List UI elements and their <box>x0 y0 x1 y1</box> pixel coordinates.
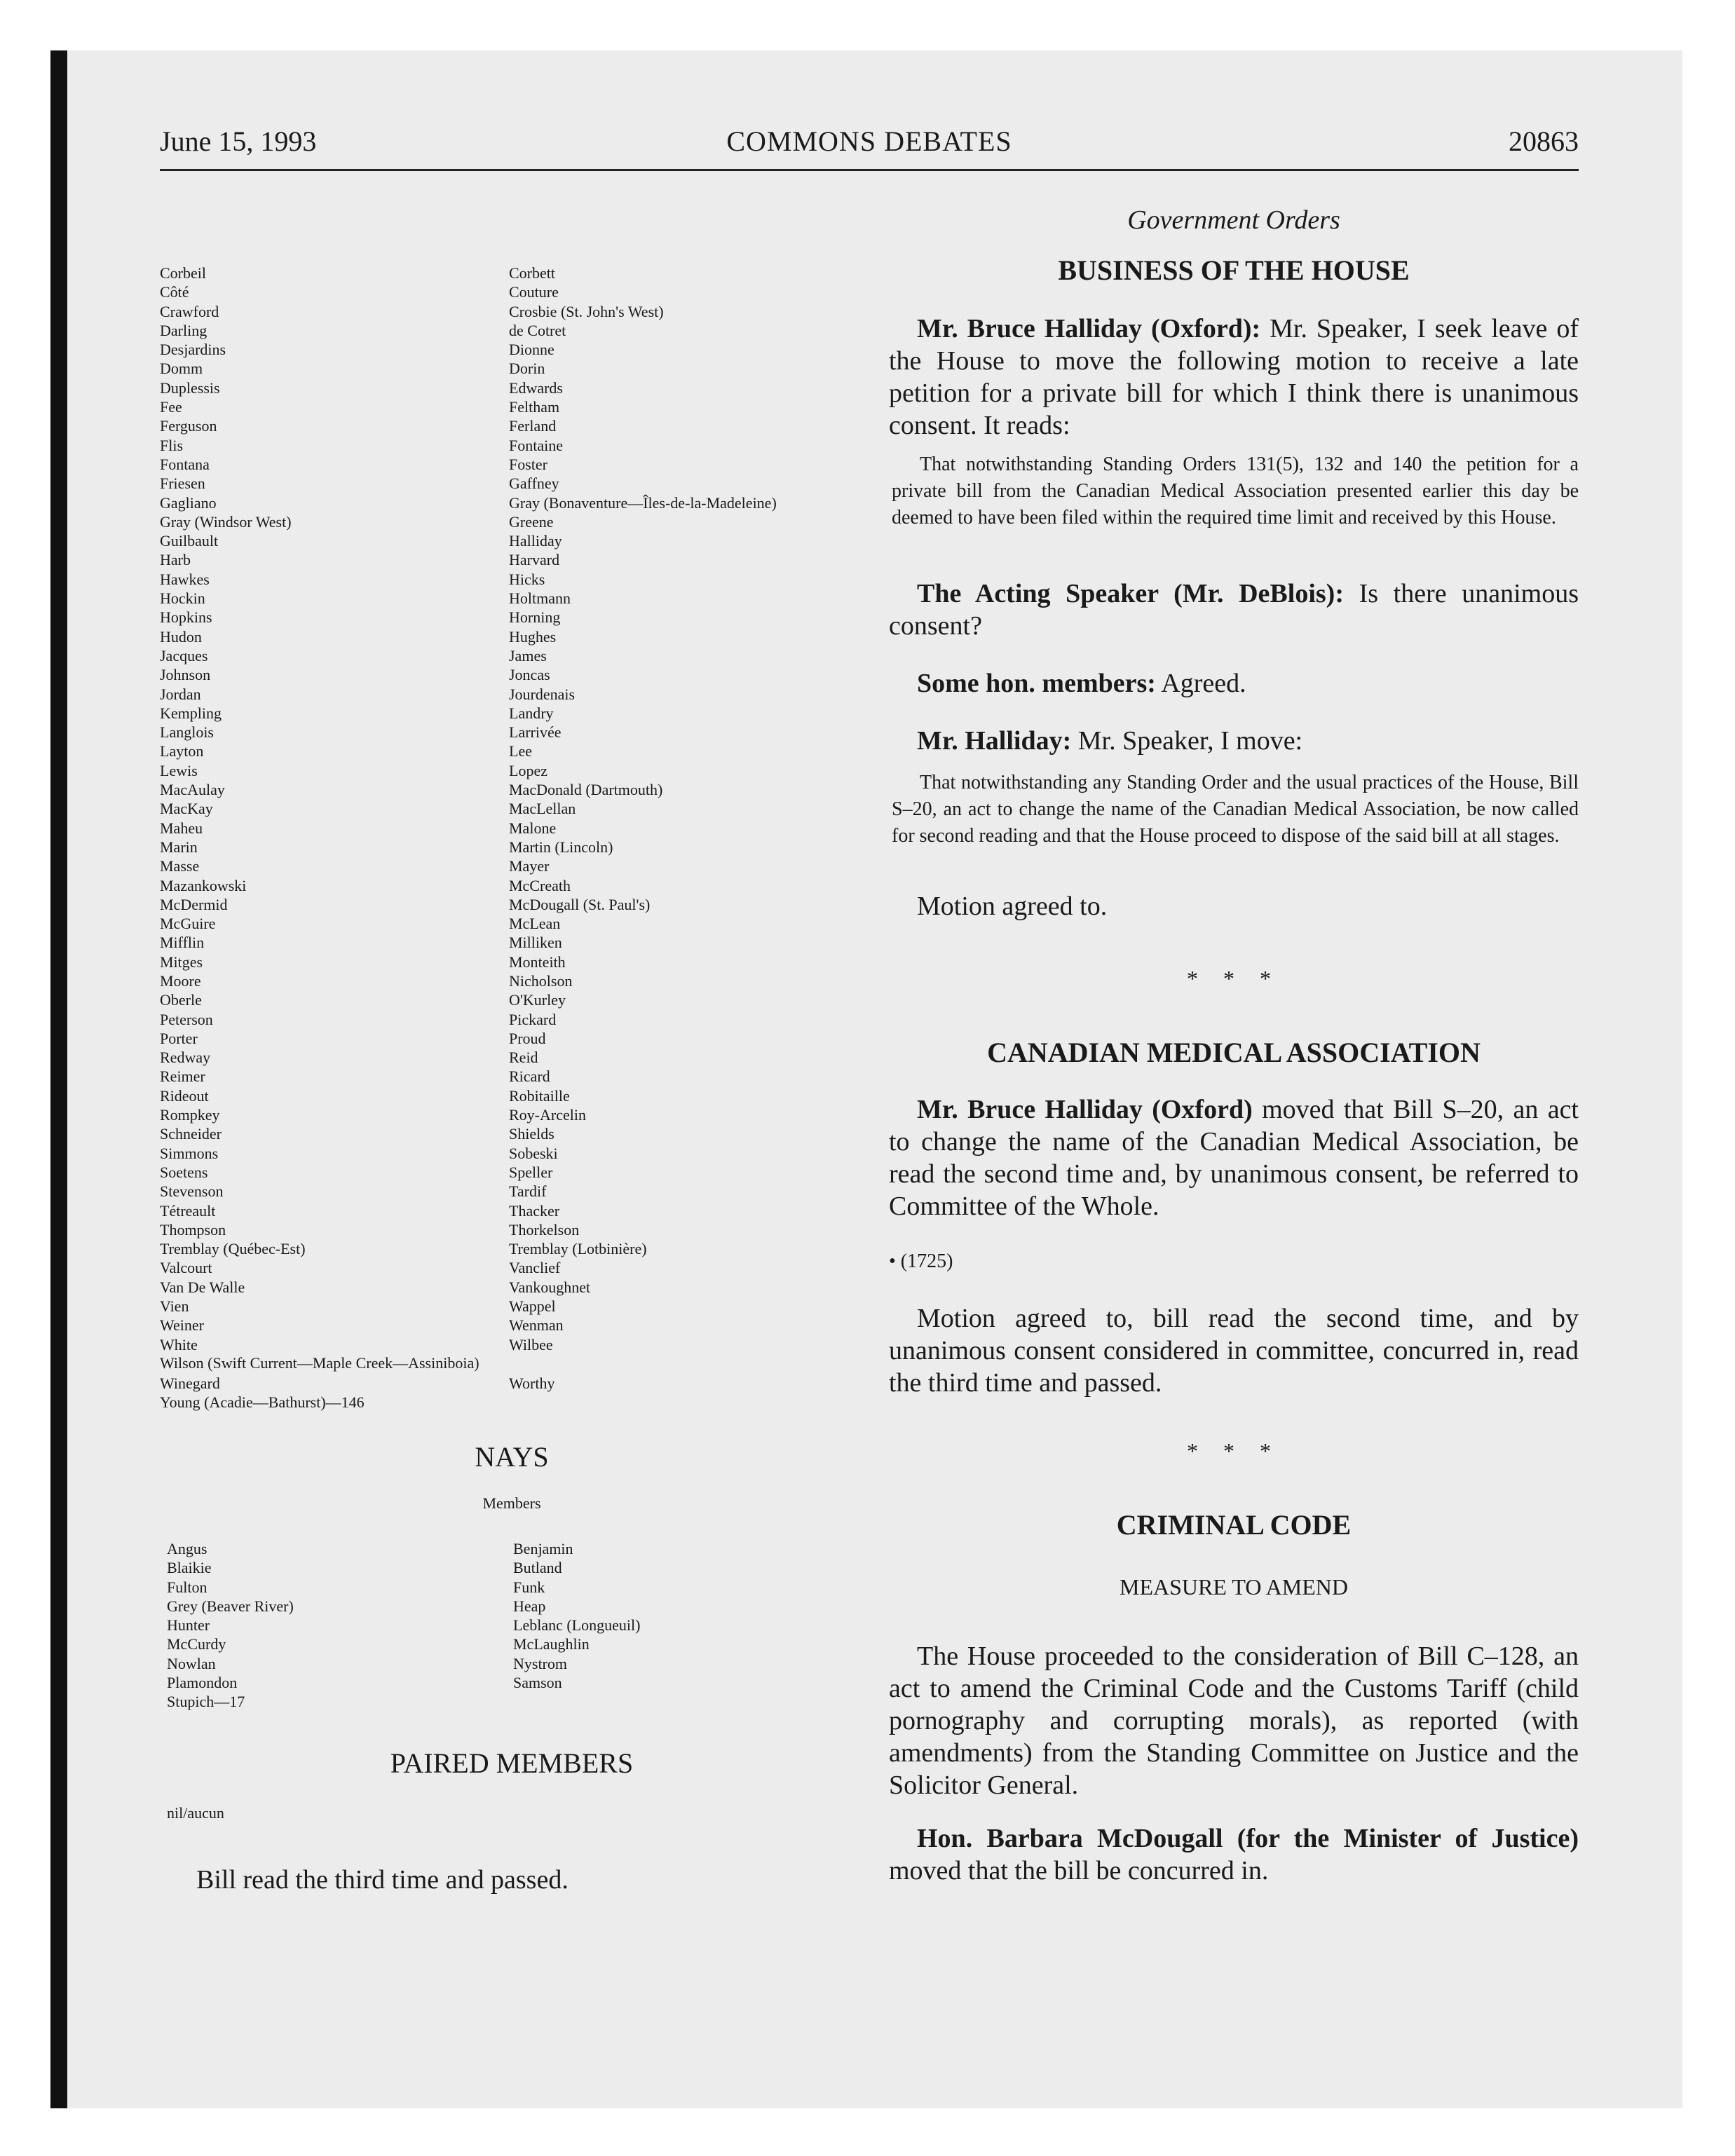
member-name: Foster <box>509 455 547 473</box>
nays-heading: NAYS <box>475 1441 549 1473</box>
yeas-wilson: Wilson (Swift Current—Maple Creek—Assiniboia) <box>160 1354 479 1372</box>
member-name: Desjardins <box>160 341 226 359</box>
member-name: Worthy <box>509 1374 555 1392</box>
member-name: Corbett <box>509 264 555 282</box>
paired-value: nil/aucun <box>167 1804 224 1822</box>
member-name: McCurdy <box>167 1635 226 1653</box>
member-name: Harb <box>160 551 191 569</box>
scan-edge-bar <box>50 50 67 2108</box>
paragraph-5 <box>889 890 1579 922</box>
member-name: Domm <box>160 360 203 378</box>
header-page-number: 20863 <box>1509 125 1579 157</box>
member-name: Horning <box>509 608 561 627</box>
member-name: Speller <box>509 1163 553 1181</box>
business-heading: BUSINESS OF THE HOUSE <box>1058 254 1410 286</box>
member-name: McGuire <box>160 915 216 933</box>
member-name: de Cotret <box>509 321 566 339</box>
member-name: Hawkes <box>160 570 210 588</box>
member-name: Soetens <box>160 1163 208 1181</box>
member-name: Halliday <box>509 532 562 550</box>
member-name: Wenman <box>509 1316 564 1335</box>
speech-text: moved that the bill be concurred in. <box>889 1856 1269 1885</box>
member-name: Van De Walle <box>160 1278 245 1296</box>
member-name: Nystrom <box>513 1654 567 1672</box>
paragraph-3 <box>889 667 1579 700</box>
member-name: Thacker <box>509 1201 560 1220</box>
separator-stars: * * * <box>1187 966 1281 991</box>
member-name: Lopez <box>509 761 547 779</box>
member-name: McDougall (St. Paul's) <box>509 895 651 913</box>
member-name: MacAulay <box>160 781 225 799</box>
cma-heading: CANADIAN MEDICAL ASSOCIATION <box>987 1037 1481 1068</box>
member-name: Fulton <box>167 1578 207 1596</box>
member-name: Guilbault <box>160 532 219 550</box>
member-name: Wappel <box>509 1297 556 1316</box>
member-name: Langlois <box>160 723 214 742</box>
member-name: Mifflin <box>160 934 205 952</box>
paragraph-2 <box>889 578 1579 642</box>
cma-heading-block <box>889 1036 1579 1069</box>
left-closing-line: Bill read the third time and passed. <box>196 1865 569 1895</box>
member-name: Corbeil <box>160 264 206 282</box>
government-orders-label: Government Orders <box>1127 205 1340 235</box>
member-name: Tremblay (Lotbinière) <box>509 1240 647 1258</box>
member-name: Friesen <box>160 475 205 493</box>
member-name: Blaikie <box>167 1559 212 1577</box>
member-name: Moore <box>160 971 201 990</box>
member-name: Gray (Bonaventure—Îles-de-la-Madeleine) <box>509 493 777 512</box>
member-name: Dorin <box>509 360 545 378</box>
member-name: Couture <box>509 283 559 301</box>
criminal-subheading: MEASURE TO AMEND <box>1120 1574 1348 1599</box>
member-name: Winegard <box>160 1374 220 1392</box>
member-name: Reid <box>509 1049 538 1067</box>
member-name: McLaughlin <box>513 1635 590 1653</box>
member-name: Holtmann <box>509 589 571 608</box>
member-name: Maheu <box>160 819 203 837</box>
member-name: Benjamin <box>513 1540 573 1557</box>
member-name: Larrivée <box>509 723 562 742</box>
header-date: June 15, 1993 <box>160 125 317 157</box>
separator-2 <box>889 1438 1579 1464</box>
yeas-list-col2-end <box>509 1374 554 1393</box>
quoted-motion: That notwithstanding Standing Orders 131(5), 132 and 140 the petition for a private bill from the Canadian Medical Association presented earlier this day be deemed to have been filed within the required time limit and received by this House. <box>892 453 1579 528</box>
paragraph-6 <box>889 1093 1579 1222</box>
member-name: Milliken <box>509 934 562 952</box>
member-name: Thompson <box>160 1220 226 1239</box>
criminal-heading: CRIMINAL CODE <box>1116 1509 1352 1541</box>
member-name: Ferland <box>509 417 557 435</box>
quoted-motion: That notwithstanding any Standing Order and the usual practices of the House, Bill S–20, an act to change the name of the Canadian Medical Association, be now called for second reading and that the House proceed to dispose of the said bill at all stages. <box>892 772 1579 847</box>
paragraph-1 <box>889 313 1579 442</box>
separator-1 <box>889 966 1579 992</box>
member-name: McDermid <box>160 895 228 913</box>
paragraph-4 <box>889 725 1579 757</box>
header-rule <box>160 169 1579 171</box>
member-name: Roy-Arcelin <box>509 1106 586 1124</box>
member-name: McCreath <box>509 876 571 894</box>
consideration-text: The House proceeded to the consideration of Bill C–128, an act to amend the Criminal Code and the Customs Tariff (child pornography and corrupting morals), as reported (with amendments) from the Standing Committee on Justice and the Solicitor General. <box>889 1642 1579 1800</box>
member-name: Vien <box>160 1297 189 1316</box>
member-name: Rideout <box>160 1086 209 1105</box>
member-name: Hicks <box>509 570 545 588</box>
member-name: Shields <box>509 1125 554 1143</box>
member-name: Weiner <box>160 1316 204 1335</box>
member-name: Oberle <box>160 991 202 1009</box>
member-name: Flis <box>160 436 184 454</box>
member-name: MacLellan <box>509 800 576 818</box>
member-name: Lee <box>509 742 532 760</box>
paired-heading: PAIRED MEMBERS <box>390 1747 634 1779</box>
member-name: Angus <box>167 1540 207 1557</box>
speech-text: moved that Bill S–20, an act to change the name of the Canadian Medical Association, be read the second time and, by unanimous consent, be referred to Committee of the Whole. <box>889 1095 1579 1221</box>
business-heading-block <box>889 254 1579 287</box>
member-name: Joncas <box>509 666 550 684</box>
member-name: MacKay <box>160 800 213 818</box>
member-name: Hudon <box>160 627 202 646</box>
member-name: Dionne <box>509 341 554 359</box>
speaker-name: Mr. Bruce Halliday (Oxford) <box>917 1095 1253 1124</box>
member-name: Crawford <box>160 302 219 320</box>
member-name: Proud <box>509 1029 546 1047</box>
member-name: Lewis <box>160 761 198 779</box>
member-name: Hockin <box>160 589 205 608</box>
yeas-list-col2 <box>509 264 777 1354</box>
member-name: Marin <box>160 838 198 856</box>
member-name: Monteith <box>509 953 566 971</box>
member-name: Hunter <box>167 1616 210 1635</box>
member-name: Young (Acadie—Bathurst)—146 <box>160 1393 365 1412</box>
member-name: Sobeski <box>509 1144 558 1162</box>
member-name: Feltham <box>509 398 560 416</box>
paragraph-9 <box>889 1822 1579 1887</box>
member-name: Johnson <box>160 666 211 684</box>
member-name: Crosbie (St. John's West) <box>509 302 664 320</box>
header-title: COMMONS DEBATES <box>726 125 1012 157</box>
member-name: Wilbee <box>509 1335 553 1353</box>
member-name: Tardif <box>509 1182 547 1201</box>
member-name: Butland <box>513 1559 562 1577</box>
member-name: Valcourt <box>160 1259 212 1277</box>
criminal-heading-block <box>889 1508 1579 1541</box>
member-name: Pickard <box>509 1010 557 1028</box>
speaker-name: Mr. Halliday: <box>917 726 1072 756</box>
nays-list-col2 <box>513 1539 640 1692</box>
member-name: Layton <box>160 742 204 760</box>
nays-list-col1 <box>167 1539 294 1712</box>
member-name: Reimer <box>160 1067 205 1086</box>
member-name: Nowlan <box>167 1654 216 1672</box>
member-name: Jordan <box>160 685 201 703</box>
member-name: Funk <box>513 1578 545 1596</box>
member-name: Stevenson <box>160 1182 224 1201</box>
member-name: Samson <box>513 1674 562 1692</box>
speech-text: Mr. Speaker, I seek leave of the House to move the following motion to receive a late petition for a private bill for which I think there is unanimous consent. It reads: <box>889 314 1579 440</box>
nays-subheading: Members <box>482 1494 541 1512</box>
member-name: McLean <box>509 915 561 933</box>
speaker-name: Some hon. members: <box>917 669 1156 698</box>
member-name: Jourdenais <box>509 685 576 703</box>
member-name: Porter <box>160 1029 198 1047</box>
member-name: Landry <box>509 704 554 722</box>
member-name: Hopkins <box>160 608 212 627</box>
member-name: Peterson <box>160 1010 213 1028</box>
member-name: Malone <box>509 819 557 837</box>
member-name: Nicholson <box>509 971 573 990</box>
motion-result: Motion agreed to. <box>917 892 1108 921</box>
member-name: Mayer <box>509 857 550 875</box>
quote-2 <box>889 770 1579 850</box>
speech-text: Mr. Speaker, I move: <box>1071 726 1303 756</box>
page-header <box>160 125 1579 167</box>
criminal-subheading-block <box>889 1574 1579 1600</box>
timestamp-block <box>889 1250 1579 1273</box>
member-name: Fontaine <box>509 436 563 454</box>
member-name: Tremblay (Québec-Est) <box>160 1240 306 1258</box>
timestamp: • (1725) <box>889 1250 953 1272</box>
speech-text: Is there unanimous consent? <box>889 579 1579 641</box>
member-name: Darling <box>160 321 207 339</box>
member-name: Kempling <box>160 704 222 722</box>
member-name: Grey (Beaver River) <box>167 1597 294 1615</box>
paragraph-7 <box>889 1302 1579 1399</box>
separator-stars: * * * <box>1187 1438 1281 1464</box>
member-name: Heap <box>513 1597 546 1615</box>
yeas-list-col1 <box>160 264 306 1354</box>
member-name: Plamondon <box>167 1674 238 1692</box>
member-name: Vanclief <box>509 1259 561 1277</box>
yeas-list-col1-end <box>160 1374 365 1412</box>
speaker-name: Mr. Bruce Halliday (Oxford): <box>917 314 1261 343</box>
member-name: Masse <box>160 857 200 875</box>
member-name: O'Kurley <box>509 991 566 1009</box>
member-name: James <box>509 646 547 664</box>
member-name: Ricard <box>509 1067 550 1086</box>
member-name: White <box>160 1335 198 1353</box>
member-name: Schneider <box>160 1125 222 1143</box>
member-name: Duplessis <box>160 378 220 397</box>
member-name: Stupich—17 <box>167 1693 245 1711</box>
member-name: Mitges <box>160 953 203 971</box>
member-name: Ferguson <box>160 417 217 435</box>
member-name: Robitaille <box>509 1086 570 1105</box>
paragraph-8 <box>889 1640 1579 1801</box>
member-name: Rompkey <box>160 1106 220 1124</box>
member-name: Côté <box>160 283 189 301</box>
member-name: Tétreault <box>160 1201 216 1220</box>
member-name: Greene <box>509 512 554 531</box>
member-name: Martin (Lincoln) <box>509 838 613 856</box>
member-name: Vankoughnet <box>509 1278 591 1296</box>
member-name: Harvard <box>509 551 560 569</box>
member-name: Hughes <box>509 627 557 646</box>
member-name: Gray (Windsor West) <box>160 512 292 531</box>
member-name: Fontana <box>160 455 210 473</box>
member-name: Mazankowski <box>160 876 247 894</box>
member-name: Jacques <box>160 646 208 664</box>
member-name: Leblanc (Longueuil) <box>513 1616 641 1635</box>
motion-result: Motion agreed to, bill read the second time, and by unanimous consent considered in committee, concurred in, read the third time and passed. <box>889 1304 1579 1398</box>
member-name: Edwards <box>509 378 563 397</box>
member-name: MacDonald (Dartmouth) <box>509 781 663 799</box>
speech-text: Agreed. <box>1155 669 1246 698</box>
member-name: Simmons <box>160 1144 219 1162</box>
speaker-name: The Acting Speaker (Mr. DeBlois): <box>917 579 1344 608</box>
member-name: Thorkelson <box>509 1220 580 1239</box>
member-name: Fee <box>160 398 182 416</box>
member-name: Redway <box>160 1049 211 1067</box>
quote-1 <box>889 451 1579 531</box>
member-name: Gaffney <box>509 475 559 493</box>
section-title-italic <box>889 205 1579 236</box>
speaker-name: Hon. Barbara McDougall (for the Minister of Justice) <box>917 1824 1579 1853</box>
member-name: Gagliano <box>160 493 217 512</box>
